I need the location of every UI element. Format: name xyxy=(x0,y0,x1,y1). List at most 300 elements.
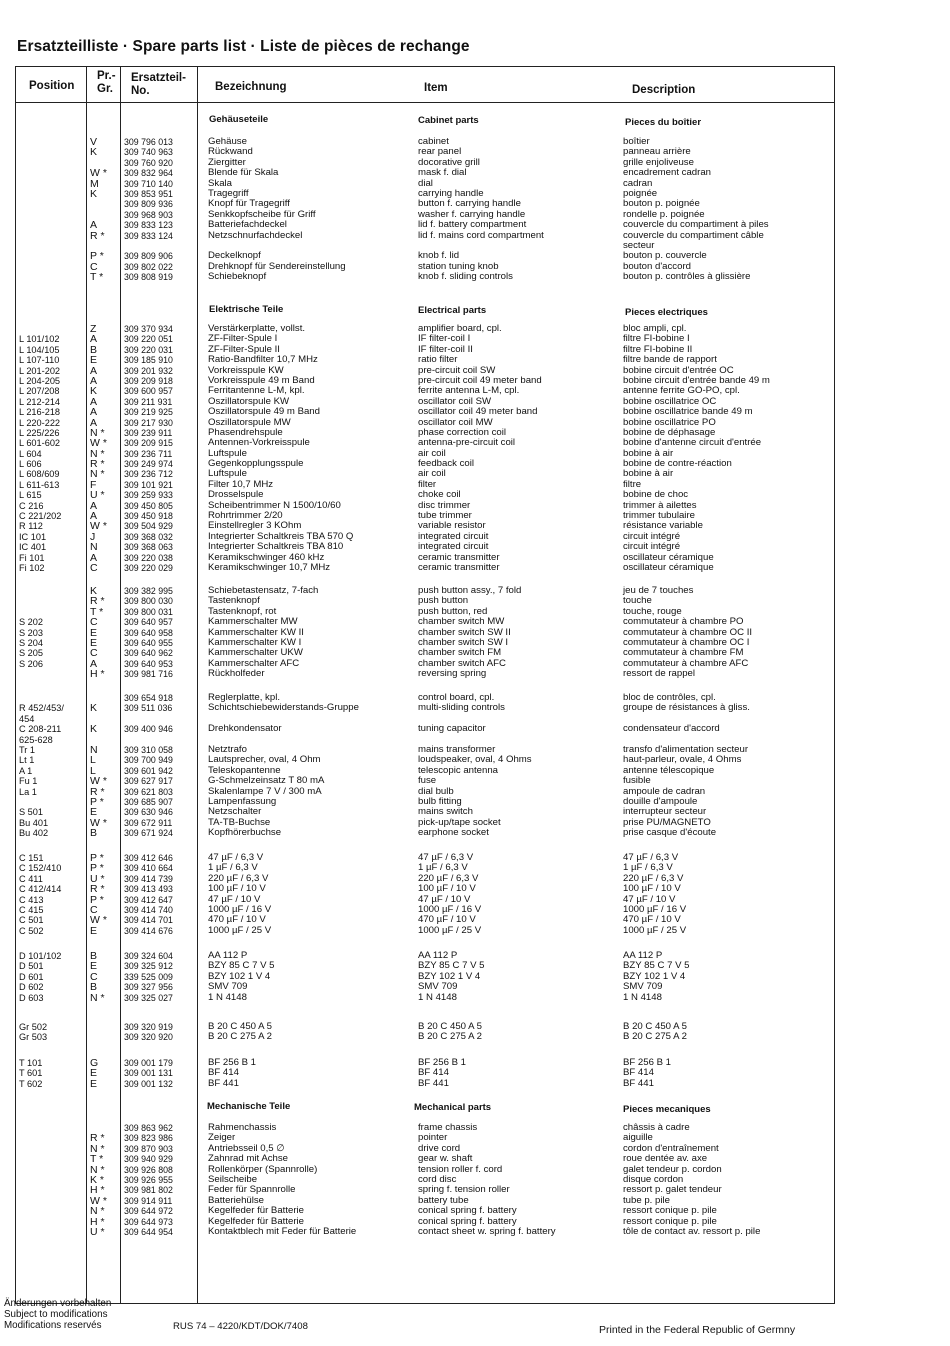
position-cell: Gr 502 xyxy=(19,1022,48,1032)
part-number-cell: 309 600 957 xyxy=(124,386,173,397)
part-number-cell: 309 325 027 xyxy=(124,992,173,1003)
german-name-cell: Netztrafo xyxy=(208,743,247,755)
english-name-cell: dial xyxy=(418,177,433,189)
rows-dioden xyxy=(16,951,834,1003)
part-number-cell: 309 511 036 xyxy=(124,703,173,714)
rows-kondensatoren xyxy=(16,853,834,936)
english-name-cell: chamber switch SW I xyxy=(418,636,509,648)
price-group-cell: E xyxy=(90,960,98,973)
english-name-cell: conical spring f. battery xyxy=(418,1205,517,1217)
position-cell: IC 101 xyxy=(19,531,47,542)
part-number-cell: 309 808 919 xyxy=(124,272,173,283)
footer-printed: Printed in the Federal Republic of Germny xyxy=(599,1324,796,1336)
rows-gleichrichter xyxy=(16,1022,834,1043)
german-name-cell: BZY 85 C 7 V 5 xyxy=(208,960,275,972)
german-name-cell: Batteriehülse xyxy=(208,1194,264,1206)
price-group-cell: Z xyxy=(90,323,97,335)
price-group-cell: A xyxy=(90,510,98,523)
price-group-cell: R * xyxy=(90,229,105,242)
german-name-cell: 1 N 4148 xyxy=(208,991,247,1003)
german-name-cell: Keramikschwinger 460 kHz xyxy=(208,551,325,563)
table-row xyxy=(16,724,834,734)
part-number-cell: 309 968 903 xyxy=(124,209,173,220)
english-name-cell: air coil xyxy=(418,447,446,459)
english-name-cell: pointer xyxy=(418,1132,448,1144)
header-divider xyxy=(16,102,834,103)
price-group-cell: R * xyxy=(90,883,105,896)
table-row xyxy=(16,231,834,241)
german-name-cell: 1 µF / 6,3 V xyxy=(208,862,258,874)
english-name-cell: cord disc xyxy=(418,1173,457,1185)
price-group-cell: E xyxy=(90,1067,98,1080)
french-name-cell: roue dentée av. axe xyxy=(623,1153,708,1165)
part-number-cell: 339 525 009 xyxy=(124,971,173,982)
part-number-cell: 309 236 711 xyxy=(124,448,173,459)
price-group-cell: C xyxy=(90,616,98,629)
position-cell: T 601 xyxy=(19,1068,43,1079)
price-group-cell: P * xyxy=(90,795,104,808)
english-name-cell: oscillator coil SW xyxy=(418,395,492,407)
english-name-cell: 100 µF / 10 V xyxy=(418,883,476,895)
position-cell: R 112 xyxy=(19,521,43,532)
position-cell: C 415 xyxy=(19,904,44,915)
price-group-cell: R * xyxy=(90,1132,105,1145)
price-group-cell: K xyxy=(90,585,98,597)
position-cell: L 225/226 xyxy=(19,427,60,438)
french-name-cell: douille d'ampoule xyxy=(623,795,698,807)
german-name-cell: ZF-Filter-Spule II xyxy=(208,343,280,355)
french-name-cell: bobine oscillatrice bande 49 m xyxy=(623,406,753,418)
position-cell: D 603 xyxy=(19,992,44,1003)
price-group-cell: W * xyxy=(90,520,107,533)
table-row xyxy=(16,776,834,786)
german-name-cell: Feder für Spannrolle xyxy=(208,1184,296,1196)
french-name-cell: tôle de contact av. ressort p. pile xyxy=(623,1225,761,1237)
table-row xyxy=(16,563,834,573)
position-cell: L 216-218 xyxy=(19,407,61,418)
french-name-cell: bobine à air xyxy=(623,447,674,459)
german-name-cell: Kontaktblech mit Feder für Batterie xyxy=(208,1225,357,1237)
part-number-cell: 309 640 953 xyxy=(124,658,173,669)
french-name-cell: résistance variable xyxy=(623,520,703,532)
table-row xyxy=(16,669,834,679)
french-name-cell: commutateur à chambre FM xyxy=(623,647,744,659)
price-group-cell: K xyxy=(90,187,98,200)
part-number-cell: 309 833 124 xyxy=(124,230,173,241)
part-number-cell: 309 644 973 xyxy=(124,1216,173,1227)
french-name-cell: bloc ampli, cpl. xyxy=(623,323,687,334)
german-name-cell: 47 µF / 6,3 V xyxy=(208,852,264,863)
german-name-cell: Reglerplatte, kpl. xyxy=(208,692,280,703)
price-group-cell: A xyxy=(90,551,98,564)
rows-elektrisch xyxy=(16,324,834,573)
german-name-cell: 470 µF / 10 V xyxy=(208,914,266,926)
part-number-cell: 309 627 917 xyxy=(124,776,173,787)
english-name-cell: loudspeaker, oval, 4 Ohms xyxy=(418,754,532,766)
english-name-cell: amplifier board, cpl. xyxy=(418,323,502,334)
french-name-cell: 220 µF / 6,3 V xyxy=(623,872,684,884)
french-name-cell: fusible xyxy=(623,775,651,787)
german-name-cell: Antriebsseil 0,5 ∅ xyxy=(208,1142,285,1154)
english-name-cell: feedback coil xyxy=(418,458,474,470)
price-group-cell: P * xyxy=(90,250,104,263)
french-name-cell: antenne ferrite GO-PO, cpl. xyxy=(623,385,740,397)
part-number-cell: 309 760 920 xyxy=(124,157,173,168)
german-name-cell: Luftspule xyxy=(208,468,247,480)
french-name-cell: ressort conique p. pile xyxy=(623,1205,717,1217)
price-group-cell: E xyxy=(90,354,98,367)
english-name-cell: spring f. tension roller xyxy=(418,1184,510,1196)
part-number-cell: 309 832 964 xyxy=(124,168,173,179)
part-number-cell: 309 001 179 xyxy=(124,1058,173,1068)
price-group-cell: B xyxy=(90,950,98,962)
price-group-cell: P * xyxy=(90,862,104,875)
english-name-cell: 47 µF / 6,3 V xyxy=(418,852,474,863)
french-name-cell: cadran xyxy=(623,177,653,189)
part-number-cell: 309 833 123 xyxy=(124,220,173,231)
header-description: Description xyxy=(632,84,696,96)
header-item: Item xyxy=(424,82,448,94)
french-name-cell: B 20 C 450 A 5 xyxy=(623,1021,688,1032)
german-name-cell: Vorkreisspule KW xyxy=(208,364,284,376)
position-cell: C 151 xyxy=(19,853,44,863)
part-number-cell: 309 644 972 xyxy=(124,1206,173,1217)
german-name-cell: Schiebetastensatz, 7-fach xyxy=(208,585,319,596)
part-number-cell: 309 327 956 xyxy=(124,982,173,993)
price-group-cell: U * xyxy=(90,1225,105,1238)
english-name-cell: integrated circuit xyxy=(418,530,489,542)
position-cell: Bu 402 xyxy=(19,828,49,839)
english-name-cell: ceramic transmitter xyxy=(418,551,500,563)
german-name-cell: 1000 µF / 25 V xyxy=(208,924,272,936)
english-name-cell: pre-circuit coil SW xyxy=(418,364,496,376)
price-group-cell: R * xyxy=(90,595,105,608)
english-name-cell: BZY 85 C 7 V 5 xyxy=(418,960,485,972)
german-name-cell: Ratio-Bandfilter 10,7 MHz xyxy=(208,354,318,366)
english-name-cell: mains transformer xyxy=(418,743,496,755)
table-row xyxy=(16,982,834,992)
price-group-cell: J xyxy=(90,530,96,543)
french-name-cell: galet tendeur p. cordon xyxy=(623,1163,722,1175)
position-cell: Gr 503 xyxy=(19,1032,48,1043)
table-row xyxy=(16,926,834,936)
part-number-cell: 309 001 131 xyxy=(124,1068,173,1079)
english-name-cell: drive cord xyxy=(418,1142,461,1154)
footer-line-fr: Modifications reservés xyxy=(4,1320,102,1331)
part-number-cell: 309 239 911 xyxy=(124,427,173,438)
position-cell: L 608/609 xyxy=(19,469,60,480)
french-name-cell: BF 414 xyxy=(623,1067,654,1079)
position-cell: 454 xyxy=(19,713,35,724)
position-cell: IC 401 xyxy=(19,542,47,553)
french-name-cell: ampoule de cadran xyxy=(623,785,706,797)
position-cell: C 152/410 xyxy=(19,863,62,874)
french-name-cell: couvercle du compartiment câble xyxy=(623,229,764,241)
english-name-cell: docorative grill xyxy=(418,156,480,168)
footer-document-code: RUS 74 – 4220/KDT/DOK/7408 xyxy=(173,1321,308,1332)
position-cell: Tr 1 xyxy=(19,744,35,755)
german-name-cell: TA-TB-Buchse xyxy=(208,816,271,828)
french-name-cell: bobine d'antenne circuit d'entrée xyxy=(623,437,762,449)
german-name-cell: Integrierter Schaltkreis TBA 570 Q xyxy=(208,530,354,542)
french-name-cell: haut-parleur, ovale, 4 Ohms xyxy=(623,754,742,766)
price-group-cell: P * xyxy=(90,893,104,906)
price-group-cell: C xyxy=(90,260,98,273)
english-name-cell: IF filter-coil II xyxy=(418,343,473,355)
german-name-cell: B 20 C 275 A 2 xyxy=(208,1031,273,1043)
position-cell: Fu 1 xyxy=(19,776,38,787)
german-name-cell: Netzschnurfachdeckel xyxy=(208,229,303,241)
part-number-cell: 309 630 946 xyxy=(124,807,173,818)
french-name-cell: BZY 85 C 7 V 5 xyxy=(623,960,690,972)
position-cell: T 602 xyxy=(19,1078,43,1089)
price-group-cell: T * xyxy=(90,271,104,284)
part-number-cell: 309 220 029 xyxy=(124,562,173,573)
english-name-cell: AA 112 P xyxy=(418,950,458,961)
price-group-cell: A xyxy=(90,406,98,419)
german-name-cell: Oszillatorspule 49 m Band xyxy=(208,406,320,418)
position-cell: L 604 xyxy=(19,448,42,459)
section-head-fr: Pieces du boîtier xyxy=(625,117,702,128)
part-number-cell: 309 504 929 xyxy=(124,521,173,532)
part-number-cell: 309 320 920 xyxy=(124,1032,173,1043)
english-name-cell: chamber switch FM xyxy=(418,647,502,659)
parts-table xyxy=(15,66,835,1304)
german-name-cell: BF 441 xyxy=(208,1077,239,1089)
french-name-cell: aiguille xyxy=(623,1132,653,1144)
english-name-cell: lid f. battery compartment xyxy=(418,219,527,231)
price-group-cell: B xyxy=(90,827,98,840)
french-name-cell: filtre FI-bobine I xyxy=(623,333,690,345)
price-group-cell: N * xyxy=(90,426,105,439)
part-number-cell: 309 249 974 xyxy=(124,459,173,470)
table-row xyxy=(16,407,834,417)
table-row xyxy=(16,355,834,365)
footer-line-de: Änderungen vorbehalten xyxy=(4,1298,112,1309)
french-name-cell: 1 µF / 6,3 V xyxy=(623,862,673,874)
price-group-cell: W * xyxy=(90,816,107,829)
price-group-cell: A xyxy=(90,416,98,429)
price-group-cell: E xyxy=(90,1077,98,1090)
german-name-cell: Kammerschalter KW II xyxy=(208,626,304,638)
french-name-cell: bobine circuit d'entrée bande 49 m xyxy=(623,374,770,386)
german-name-cell: Kammerschalter MW xyxy=(208,616,298,628)
french-name-cell: 1000 µF / 16 V xyxy=(623,903,687,915)
part-number-cell: 309 870 903 xyxy=(124,1143,173,1154)
position-cell: La 1 xyxy=(19,786,37,797)
table-row xyxy=(16,884,834,894)
part-number-cell: 309 320 919 xyxy=(124,1022,173,1032)
price-group-cell: N xyxy=(90,743,98,756)
german-name-cell: Drehknopf für Sendereinstellung xyxy=(208,260,346,272)
english-name-cell: lid f. mains cord compartment xyxy=(418,229,544,241)
french-name-cell: 47 µF / 6,3 V xyxy=(623,852,679,863)
english-name-cell: filter xyxy=(418,478,437,490)
german-name-cell: Gegenkopplungsspule xyxy=(208,458,304,470)
german-name-cell: BZY 102 1 V 4 xyxy=(208,970,271,982)
french-name-cell: couvercle du compartiment à piles xyxy=(623,219,769,231)
english-name-cell: SMV 709 xyxy=(418,981,458,993)
french-name-cell: prise casque d'écoute xyxy=(623,827,717,839)
part-number-cell: 309 220 031 xyxy=(124,344,173,355)
part-number-cell: 309 450 805 xyxy=(124,500,173,511)
position-cell: S 205 xyxy=(19,648,44,659)
part-number-cell: 309 413 493 xyxy=(124,884,173,895)
english-name-cell: push button xyxy=(418,595,469,607)
section-head-en: Mechanical parts xyxy=(414,1102,492,1113)
english-name-cell: push button, red xyxy=(418,605,488,617)
french-name-cell: prise PU/MAGNETO xyxy=(623,816,711,828)
english-name-cell: battery tube xyxy=(418,1194,469,1206)
french-name-cell: commutateur à chambre PO xyxy=(623,616,744,628)
price-group-cell: C xyxy=(90,903,98,916)
german-name-cell: Tastenknopf, rot xyxy=(208,605,277,617)
position-cell: L 220-222 xyxy=(19,417,61,428)
position-cell: L 101/102 xyxy=(19,334,60,345)
english-name-cell: oscillator coil MW xyxy=(418,416,493,428)
position-cell: D 602 xyxy=(19,982,44,993)
french-name-cell: disque cordon xyxy=(623,1173,684,1185)
price-group-cell: N * xyxy=(90,991,105,1004)
german-name-cell: Knopf für Tragegriff xyxy=(208,198,290,210)
price-group-cell: W * xyxy=(90,437,107,450)
english-name-cell: pick-up/tape socket xyxy=(418,816,501,828)
price-group-cell: M xyxy=(90,177,99,190)
english-name-cell: 1000 µF / 25 V xyxy=(418,924,482,936)
part-number-cell: 309 219 925 xyxy=(124,407,173,418)
part-number-cell: 309 644 954 xyxy=(124,1226,173,1237)
price-group-cell: A xyxy=(90,333,98,346)
part-number-cell: 309 324 604 xyxy=(124,951,173,961)
french-name-cell: bouton d'accord xyxy=(623,260,691,272)
english-name-cell: variable resistor xyxy=(418,520,486,532)
part-number-cell: 309 259 933 xyxy=(124,490,173,501)
french-name-cell: bobine circuit d'entrée OC xyxy=(623,364,734,376)
part-number-cell: 309 621 803 xyxy=(124,786,173,797)
table-row xyxy=(16,1154,834,1164)
german-name-cell: Kegelfeder für Batterie xyxy=(208,1215,304,1227)
position-cell: L 601-602 xyxy=(19,438,61,449)
price-group-cell: K xyxy=(90,702,98,715)
header-position: Position xyxy=(29,80,75,92)
rows-mechanisch xyxy=(16,1123,834,1237)
german-name-cell: Deckelknopf xyxy=(208,250,261,262)
german-name-cell: BF 256 B 1 xyxy=(208,1057,256,1068)
section-head-de: Gehäuseteile xyxy=(209,114,269,125)
french-name-cell: bobine oscillatrice OC xyxy=(623,395,717,407)
french-name-cell: ressort de rappel xyxy=(623,668,695,680)
english-name-cell: disc trimmer xyxy=(418,499,471,511)
french-name-cell: 1 N 4148 xyxy=(623,991,662,1003)
price-group-cell: K xyxy=(90,723,98,736)
position-cell: 625-628 xyxy=(19,734,53,745)
german-name-cell: Teleskopantenne xyxy=(208,764,281,776)
price-group-cell: W * xyxy=(90,775,107,788)
part-number-cell: 309 809 906 xyxy=(124,251,173,262)
position-cell: C 221/202 xyxy=(19,511,62,522)
german-name-cell: Schiebeknopf xyxy=(208,271,267,283)
english-name-cell: station tuning knob xyxy=(418,260,499,272)
german-name-cell: Kammerschalter AFC xyxy=(208,657,300,669)
english-name-cell: mains switch xyxy=(418,806,473,818)
table-row xyxy=(16,1227,834,1237)
price-group-cell: C xyxy=(90,561,98,574)
english-name-cell: fuse xyxy=(418,775,437,787)
price-group-cell: H * xyxy=(90,1215,105,1228)
english-name-cell: 220 µF / 6,3 V xyxy=(418,872,479,884)
price-group-cell: L xyxy=(90,764,96,777)
german-name-cell: Kopfhörerbuchse xyxy=(208,827,282,839)
header-prgr-1: Pr.- xyxy=(97,70,116,82)
german-name-cell: 47 µF / 10 V xyxy=(208,893,261,905)
price-group-cell: T * xyxy=(90,1153,104,1166)
rows-transistoren xyxy=(16,1058,834,1089)
position-cell: C 216 xyxy=(19,500,44,511)
position-cell: S 206 xyxy=(19,658,44,669)
part-number-cell: 309 370 934 xyxy=(124,324,173,334)
french-name-cell: grille enjoliveuse xyxy=(623,156,694,168)
price-group-cell: C xyxy=(90,970,98,983)
english-name-cell: contact sheet w. spring f. battery xyxy=(418,1225,556,1237)
table-row xyxy=(16,703,834,713)
german-name-cell: Einstellregler 3 KOhm xyxy=(208,520,302,532)
german-name-cell: Skala xyxy=(208,177,232,189)
header-prgr-2: Gr. xyxy=(97,83,113,95)
position-cell: T 101 xyxy=(19,1058,43,1068)
price-group-cell: N * xyxy=(90,468,105,481)
part-number-cell: 309 412 647 xyxy=(124,894,173,905)
french-name-cell: filtre FI-bobine II xyxy=(623,343,693,355)
french-name-cell: SMV 709 xyxy=(623,981,663,993)
section-head-fr: Pieces mecaniques xyxy=(623,1104,711,1115)
part-number-cell: 309 981 716 xyxy=(124,669,173,680)
price-group-cell: B xyxy=(90,981,98,994)
footer-line-en: Subject to modifications xyxy=(4,1309,108,1320)
position-cell: S 202 xyxy=(19,617,44,628)
english-name-cell: BZY 102 1 V 4 xyxy=(418,970,481,982)
english-name-cell: oscillator coil 49 meter band xyxy=(418,406,538,418)
section-head-de: Elektrische Teile xyxy=(209,304,284,315)
english-name-cell: carrying handle xyxy=(418,187,484,199)
part-number-cell: 309 414 676 xyxy=(124,925,173,936)
price-group-cell: R * xyxy=(90,458,105,471)
part-number-cell: 309 201 932 xyxy=(124,365,173,376)
german-name-cell: Kammerschalter KW I xyxy=(208,636,302,648)
position-cell: L 606 xyxy=(19,459,42,470)
header-ersatzteil-2: No. xyxy=(131,85,150,97)
english-name-cell: multi-sliding controls xyxy=(418,702,505,714)
english-name-cell: ratio filter xyxy=(418,354,458,366)
part-number-cell: 309 414 739 xyxy=(124,873,173,884)
position-cell: C 412/414 xyxy=(19,884,62,895)
part-number-cell: 309 800 030 xyxy=(124,596,173,607)
german-name-cell: Skalenlampe 7 V / 300 mA xyxy=(208,785,322,797)
position-cell: D 601 xyxy=(19,971,44,982)
position-cell: A 1 xyxy=(19,765,33,776)
position-cell: S 203 xyxy=(19,627,44,638)
german-name-cell: Zeiger xyxy=(208,1132,236,1144)
part-number-cell: 309 382 995 xyxy=(124,586,173,596)
english-name-cell: 1 µF / 6,3 V xyxy=(418,862,468,874)
english-name-cell: air coil xyxy=(418,468,446,480)
french-name-cell: cordon d'entraînement xyxy=(623,1142,719,1154)
french-name-cell: filtre xyxy=(623,478,642,490)
part-number-cell: 309 981 802 xyxy=(124,1185,173,1196)
position-cell: C 501 xyxy=(19,915,44,926)
position-cell: L 207/208 xyxy=(19,386,60,397)
part-number-cell: 309 185 910 xyxy=(124,355,173,366)
price-group-cell: V xyxy=(90,136,98,148)
